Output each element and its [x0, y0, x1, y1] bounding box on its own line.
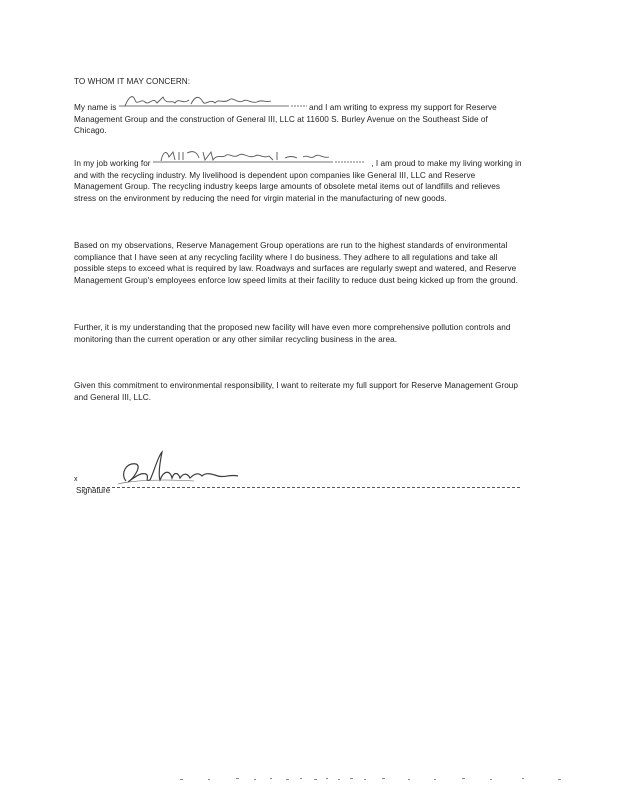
- name-prefix: My name is: [74, 103, 117, 112]
- handwritten-name: [119, 100, 307, 110]
- name-suffix: and I am writing to express my support for Reserve Management Group and the construction of General III, LLC at 11600 S. Burley Avenue on the Southeast Side of Chicago.: [74, 103, 497, 136]
- employer-prefix: In my job working for: [74, 159, 151, 168]
- paragraph-observations: Based on my observations, Reserve Management Group operations are run to the highest standards of environmental compliance that I have seen at any recycling facility where I do business. They adhere to all regulations and take all possible steps to exceed what is required by law. Roadways and surfaces are regularly swept and watered, and Reserve Management Group's employees enforce low speed limits at their facility to reduce dust being kicked up from the ground.: [74, 241, 518, 285]
- paragraph-name: [74, 100, 522, 137]
- signature-block: [74, 448, 524, 508]
- signature-line: [82, 487, 520, 488]
- paragraph-employer: [74, 156, 522, 204]
- paragraph-closing: Given this commitment to environmental responsibility, I want to reiterate my full support for Reserve Management Group and General III, LLC.: [74, 381, 519, 402]
- signature-x-mark: x: [74, 476, 78, 483]
- signature-label: Signature: [76, 486, 111, 495]
- handwritten-employer: [153, 156, 369, 166]
- paragraph-new-facility: Further, it is my understanding that the proposed new facility will have even more comprehensive pollution controls and monitoring than the current operation or any other similar recycling business in the area.: [74, 323, 511, 344]
- employer-suffix: , I am proud to make my living working in and with the recycling industry. My livelihood is dependent upon companies like General III, LLC and Reserve Management Group. The recycling industry keeps large amounts of obsolete metal items out of landfills and relieves stress on the environment by reducing the need for virgin material in the manufacturing of new goods.: [74, 159, 522, 203]
- salutation: TO WHOM IT MAY CONCERN:: [74, 77, 191, 86]
- scan-artifact-marks: [150, 776, 580, 784]
